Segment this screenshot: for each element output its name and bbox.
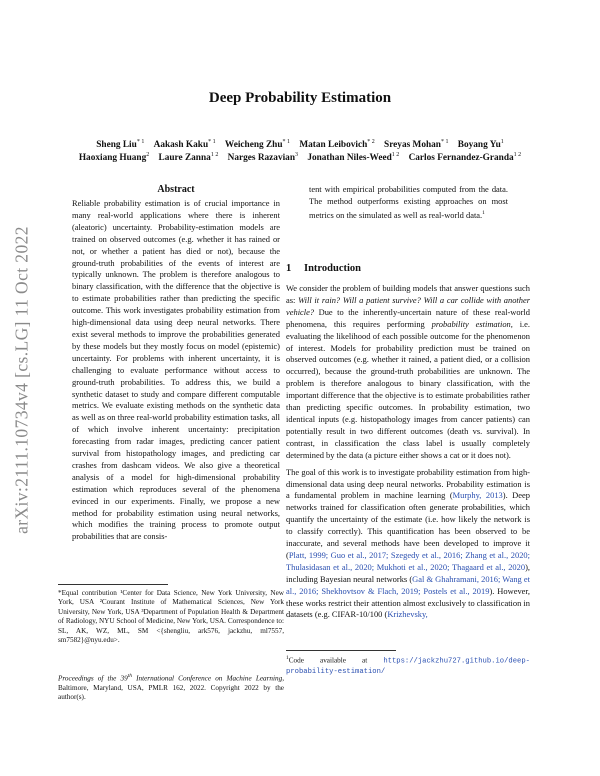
abstract-heading: Abstract <box>157 184 195 195</box>
author-affiliation: 2 <box>146 152 150 158</box>
footnote-rule-left <box>58 584 168 585</box>
arxiv-stamp <box>2 190 42 570</box>
citation-link[interactable]: Murphy, 2013 <box>452 490 503 501</box>
author-affiliation: * 1 <box>440 139 449 145</box>
footnote-marker: 1 <box>482 209 485 216</box>
author-name: Narges Razavian <box>227 153 296 164</box>
code-footnote-prefix: Code available at <box>288 656 384 665</box>
author-affiliation: 1 2 <box>210 152 219 158</box>
author-affiliation: * 1 <box>282 139 291 145</box>
arxiv-stamp-text: arXiv:2111.10734v4 [cs.LG] 11 Oct 2022 <box>11 226 32 534</box>
author-name: Weicheng Zhu <box>224 140 283 151</box>
proceedings-a: Proceedings of the 39 <box>58 674 128 683</box>
intro-p2-b: ). Deep networks trained for classification often generate probabilities, which quantify the uncertainty of the estimate (i.e. how likely the network is to classify correctly). This quantification has been observed to be inaccurate, and several methods have been developed to improve it ( <box>286 490 530 560</box>
citation-link[interactable]: Platt, 1999; Guo et al., 2017; Szegedy et al., 2016; Zhang et al., 2020; Thulasidasan et al., 2020; Mukhoti et al., 2020; Thagaard et al., 2020 <box>286 549 530 572</box>
intro-p1-italic2: probability estimation <box>431 318 511 329</box>
affiliation-footnote: *Equal contribution ¹Center for Data Science, New York University, New York, USA ²Courant Institute of Mathematical Sciences, New York University, New York, USA ³Department of Population Health & Department of Radiology, NYU School of Medicine, New York, USA. Correspondence to: SL, AK, WZ, ML, SM <{shengliu, ark576, jackzhu, ml7557, sm7582}@nyu.edu>. <box>58 589 284 645</box>
author-affiliation: 3 <box>295 152 299 158</box>
author-line-2 <box>60 149 540 164</box>
proceedings-c: , Baltimore, Maryland, USA, PMLR 162, 2022. Copyright 2022 by the author(s). <box>58 674 284 702</box>
intro-paragraph-1 <box>286 283 530 462</box>
intro-heading <box>286 263 361 274</box>
intro-p2-d: ). However, these works restrict their attention almost exclusively to classification in datasets (e.g. CIFAR-10/100 ( <box>286 585 530 620</box>
intro-p1-b: Due to the inherently-uncertain nature of these real-world phenomena, this requires performing <box>286 306 530 329</box>
paper-title: Deep Probability Estimation <box>208 90 392 106</box>
intro-p2-c: ), including Bayesian neural networks ( <box>286 561 530 584</box>
abstract-body: Reliable probability estimation is of crucial importance in many real-world applications where there is inherent (aleatoric) uncertainty. Probability-estimation models are trained on observed outcomes (e.g. whether it has rained or not, or whether a patient has died or not), because the ground-truth probabilities of the events of interest are typically unknown. The problem is therefore analogous to binary classification, with the difference that the objective is to estimate probabilities rather than predicting the specific outcome. This work investigates probability estimation from high-dimensional data using deep neural networks. There exist several methods to improve the probabilities generated by these models but they mostly focus on model (epistemic) uncertainty. For problems with inherent uncertainty, it is challenging to evaluate performance without access to ground-truth probabilities. To address this, we build a synthetic dataset to study and compare different computable metrics. We evaluate existing methods on the synthetic data as well as on three real-world probability estimation tasks, all of which involve inherent uncertainty: precipitation forecasting from radar images, predicting cancer patient survival from histopathology images, and predicting car crashes from dashcam videos. We also give a theoretical analysis of a model for high-dimensional probability estimation which reproduces several of the phenomena evinced in our experiments. Finally, we propose a new method for probability estimation using neural networks, which modifies the training process to promote output probabilities that are consis- <box>72 198 280 542</box>
author-affiliation: * 1 <box>136 139 145 145</box>
proceedings-note <box>58 672 284 703</box>
author-name: Sheng Liu <box>96 140 137 151</box>
author-name: Laure Zanna <box>158 153 211 164</box>
abstract-continuation <box>305 184 512 222</box>
proceedings-b: International Conference on Machine Learning <box>131 674 283 683</box>
author-name: Matan Leibovich <box>299 140 368 151</box>
author-name: Jonathan Niles-Weed <box>307 153 392 164</box>
intro-paragraph-2 <box>286 467 530 622</box>
author-affiliation: * 2 <box>367 139 375 145</box>
author-affiliation: 1 2 <box>513 152 522 158</box>
author-name: Aakash Kaku <box>153 140 209 151</box>
author-name: Sreyas Mohan <box>384 140 441 151</box>
author-name: Haoxiang Huang <box>78 153 147 164</box>
intro-p1-c: , i.e. evaluating the likelihood of each possible outcome for the phenomenon of interest. Models for probability prediction must be trained on observed outcomes (e.g. whether it rained, a patient died, or a collision occurred), because the ground-truth probabilities are unknown. The problem is therefore analogous to binary classification, with the important difference that the objective is to estimate probabilities rather than predicting specific outcomes. In probability estimation, two identical inputs (e.g. histopathology images from cancer patients) can potentially result in two different outcomes (death vs. survival). In contrast, in classification the class label is usually completely determined by the data (a picture either shows a cat or it does not). <box>286 318 531 460</box>
intro-p1-italic: Will it rain? Will a patient survive? Will a car collide with another vehicle? <box>286 294 531 317</box>
citation-link[interactable]: Krizhevsky, <box>387 609 428 620</box>
intro-body <box>286 283 530 621</box>
intro-heading-text: Introduction <box>304 263 361 274</box>
author-name: Carlos Fernandez-Granda <box>408 153 514 164</box>
author-name: Boyang Yu <box>457 140 501 151</box>
abstract-text <box>72 198 280 543</box>
intro-section-number: 1 <box>286 263 292 274</box>
code-footnote-marker: 1 <box>286 655 289 661</box>
footnote-rule-right <box>286 650 396 651</box>
code-footnote <box>286 654 530 677</box>
author-affiliation: 1 <box>500 139 504 145</box>
author-affiliation: 1 2 <box>391 152 400 158</box>
abstract-continuation-text: tent with empirical probabilities computed from the data. The method outperforms existing approaches on most metrics on the simulated as well as real-world data. <box>309 184 508 220</box>
proceedings-sup: th <box>127 673 132 679</box>
author-affiliation: * 1 <box>208 139 216 145</box>
intro-p1-a: We consider the problem of building models that answer questions such as: <box>286 283 530 305</box>
intro-p2-a: The goal of this work is to investigate probability estimation from high-dimensional data using deep neural networks. Probability estimation is a fundamental problem in machine learning ( <box>286 466 530 501</box>
citation-link[interactable]: Gal & Ghahramani, 2016; Wang et al., 2016; Shekhovtsov & Flach, 2019; Postels et al., 2019 <box>286 573 530 596</box>
code-url-link[interactable]: https://jackzhu727.github.io/deep-probability-estimation/ <box>286 657 530 676</box>
